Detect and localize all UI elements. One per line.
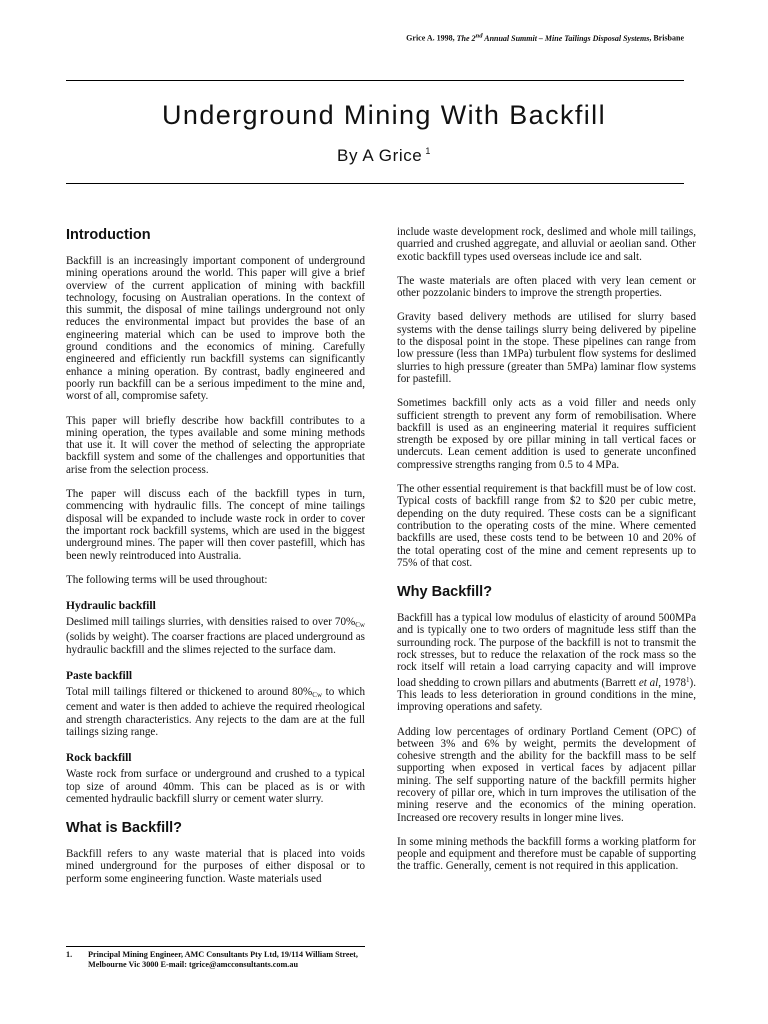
paragraph: Gravity based delivery methods are utilised for slurry based systems with the dense tailings slurry being delivered by pipeline to the disposal point in the stope. These pipelines can range from low pressure (less than 1MPa) turbulent flow systems for deslimed slurries to high pressure (greater than 5MPa) laminar flow systems for pastefill.	[397, 311, 696, 385]
text: Total mill tailings filtered or thickened to around 80%	[66, 686, 313, 699]
heading-paste-backfill: Paste backfill	[66, 670, 133, 683]
paragraph: In some mining methods the backfill forms a working platform for people and equipment and therefore must be capable of supporting the traffic. Generally, cement is not required in this application.	[397, 835, 696, 873]
top-rule	[66, 80, 684, 81]
paragraph: The other essential requirement is that backfill must be of low cost. Typical costs of backfill range from $2 to $20 per cubic metre, depending on the duty required. These costs can be a significant contribution to the operating costs of the mine. Where cemented backfills are used, these costs tend to be between 10 and 20% of the total operating cost of the mine and cement represents up to 75% of that cost.	[397, 483, 696, 569]
text: (solids by weight). The coarser fractions are placed underground as hydraulic backfill and the slimes rejected to the surface dam.	[66, 631, 365, 656]
subscript: Cw	[355, 621, 365, 630]
footnote-rule	[66, 946, 365, 947]
paper-title: Underground Mining With Backfill	[162, 100, 606, 130]
heading-rock-backfill: Rock backfill	[66, 752, 132, 765]
paragraph: This paper will briefly describe how backfill contributes to a mining operation, the types available and some mining methods that use it. It will cover the method of selecting the appropriate backfill system and some of the challenges and opportunities that arise from the selection process.	[66, 414, 365, 476]
paragraph: Adding low percentages of ordinary Portland Cement (OPC) of between 3% and 6% by weight, permits the development of cohesive strength and the ability for the backfill mass to be self supporting when exposed in vertical faces by adjacent pillar mining. The self supporting nature of the backfill permits higher recovery of pillar ore, which in turn improves the utilisation of the mining reserve and the economics of the mining operation. Increased ore recovery results in longer mine lives.	[397, 725, 696, 824]
citation-sup: nd	[475, 32, 483, 39]
text: ). This leads to less deterioration in ground conditions in the mine, improving operations and safety.	[397, 676, 697, 714]
text: Backfill has a typical low modulus of elasticity of around 500MPa and is typically one to two orders of magnitude less stiff than the surrounding rock. The purpose of the backfill is not to transmit the rock stresses, but to reduce the relaxation of the rock mass so the rock itself will retain a load carrying capacity and will improve load shedding to crown pillars and abutments (Barrett	[397, 612, 696, 689]
rock-definition: Waste rock from surface or underground and crushed to a typical top size of around 40mm. This can be placed as is or with cemented hydraulic backfill slurry or cement water slurry.	[66, 768, 365, 805]
paragraph: The following terms will be used throughout:	[66, 573, 268, 586]
paragraph	[397, 612, 696, 713]
text: , 1978	[658, 676, 687, 689]
text: Deslimed mill tailings slurries, with densities raised to over 70%	[66, 616, 356, 629]
hydraulic-definition	[66, 616, 365, 656]
paragraph: Sometimes backfill only acts as a void filler and needs only sufficient strength to prevent any form of remobilisation. Where backfill is used as an engineering material it requires sufficient strength be exposed by ore pillar mining in tall vertical faces or undercuts. Lean cement addition is used to generate unconfined compressive strengths ranging from 0.5 to 4 MPa.	[397, 397, 696, 471]
subscript: Cw	[312, 691, 323, 700]
heading-introduction: Introduction	[66, 227, 151, 243]
reference-marker: 1	[686, 675, 690, 684]
citation-event-a: The 2	[456, 33, 476, 43]
paragraph: The waste materials are often placed with very lean cement or other pozzolanic binders to improve the strength properties.	[397, 274, 696, 300]
footnote	[66, 950, 365, 970]
citation-etal: et al	[638, 676, 659, 689]
footnote-number: 1.	[66, 950, 73, 959]
citation-event-b: Annual Summit – Mine Tailings Disposal Systems	[482, 33, 650, 43]
citation-author-year: Grice A. 1998,	[406, 33, 457, 43]
heading-hydraulic-backfill: Hydraulic backfill	[66, 600, 156, 613]
right-column	[397, 226, 696, 885]
title-bottom-rule	[66, 183, 684, 184]
heading-what-is-backfill: What is Backfill?	[66, 820, 183, 837]
author: By A Grice	[337, 146, 423, 165]
paragraph: The paper will discuss each of the backfill types in turn, commencing with hydraulic fills. The concept of mine tailings disposal will be expanded to include waste rock in order to cover the important rock backfill systems, which are used in the biggest underground mines. The paper will then cover pastefill, which has been newly reintroduced into Australia.	[66, 488, 365, 562]
citation-location: , Brisbane	[649, 33, 684, 43]
header-citation	[406, 32, 684, 43]
heading-why-backfill: Why Backfill?	[397, 584, 493, 601]
left-column	[66, 226, 365, 897]
paragraph: include waste development rock, deslimed and whole mill tailings, quarried and crushed aggregate, and alluvial or aeolian sand. Other exotic backfill types used overseas include ice and salt.	[397, 226, 696, 263]
paste-definition	[66, 686, 365, 738]
footnote-text: Principal Mining Engineer, AMC Consultants Pty Ltd, 19/114 William Street, Melbourne Vic 3000 E-mail: tgrice@amcconsultants.com.au	[88, 950, 358, 969]
byline	[0, 146, 768, 166]
paragraph: Backfill is an increasingly important component of underground mining operations around the world. This paper will give a brief overview of the current application of mining with backfill technology, focusing on Australian operations. In the context of this summit, the disposal of mine tailings underground not only reduces the environmental impact but provides the base of an engineering material which can be used to improve both the ground conditions and the economics of mining. Carefully engineered and efficiently run backfill systems can significantly enhance a mining operation. By contrast, badly engineered and poorly run backfill can be a serious impediment to the mine and, worst of all, compromise safety.	[66, 255, 365, 403]
paragraph: Backfill refers to any waste material that is placed into voids mined underground for the purposes of either disposal or to perform some engineering function. Waste materials used	[66, 848, 365, 885]
text: to which cement and water is then added to achieve the required rheological and strength characteristics. Any rejects to the dam are at the full tailings sizing range.	[66, 686, 365, 738]
author-footnote-marker: 1	[425, 146, 431, 157]
